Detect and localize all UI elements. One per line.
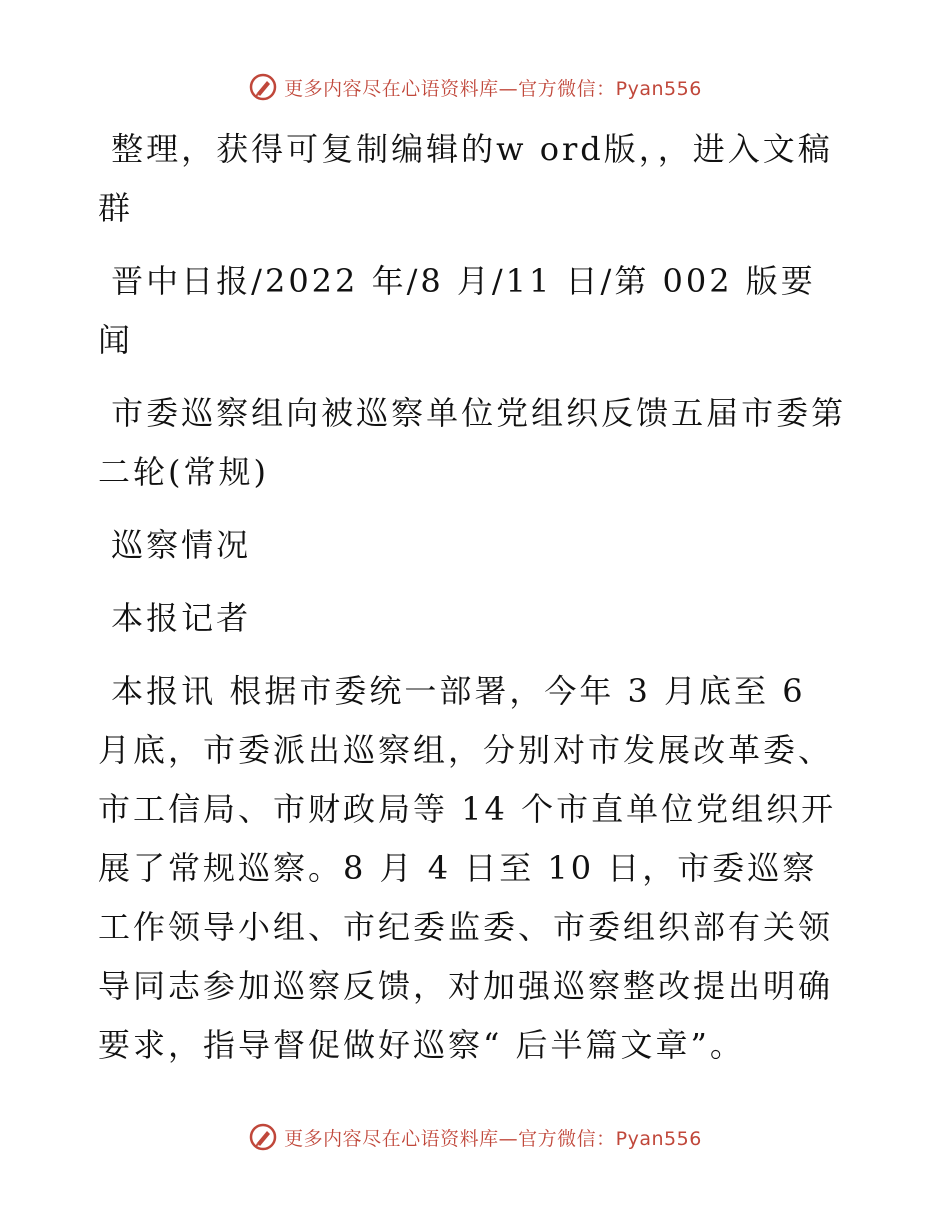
pen-logo-icon	[248, 1122, 278, 1152]
watermark-text: 更多内容尽在心语资料库—官方微信：Pyan556	[284, 77, 702, 100]
intro-text: 整理，获得可复制编辑的w ord版，，进入文稿群	[98, 130, 833, 227]
document-body	[98, 120, 848, 1075]
footer-watermark	[0, 1122, 950, 1152]
article-headline: 市委巡察组向被巡察单位党组织反馈五届市委第二轮(常规)	[98, 394, 847, 491]
header-watermark	[0, 72, 950, 102]
byline: 本报记者	[98, 599, 252, 637]
article-body: 本报讯 根据市委统一部署，今年 3 月底至 6 月底，市委派出巡察组，分别对市发展改革委、市工信局、市财政局等 14 个市直单位党组织开展了常规巡察。8 月 4 日至 10 日，市委巡察工作领导小组、市纪委监委、市委组织部有关领导同志参加巡察反馈，对加强巡察整改提出明确要求，指导督促做好巡察“ 后半篇文章”。	[98, 672, 837, 1064]
article-subheadline: 巡察情况	[98, 526, 252, 564]
watermark-text: 更多内容尽在心语资料库—官方微信：Pyan556	[284, 1127, 702, 1150]
source-line: 晋中日报/2022 年/8 月/11 日/第 002 版要闻	[98, 262, 816, 359]
pen-logo-icon	[248, 72, 278, 102]
